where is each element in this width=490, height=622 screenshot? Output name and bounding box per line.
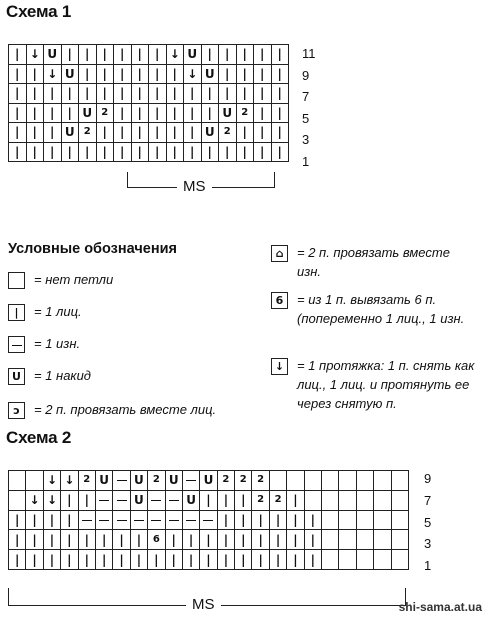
knit-cell: |	[114, 84, 132, 104]
knit-cell: |	[114, 142, 132, 162]
knit-cell: |	[79, 64, 97, 84]
empty-cell	[304, 490, 321, 510]
skpo-cell: ↓	[184, 64, 202, 84]
legend-inc6: = из 1 п. вывязать 6 п. (попеременно 1 лиц., 1 изн.	[297, 292, 465, 326]
dec2-cell: 2	[217, 471, 234, 491]
scheme2-chart-grid	[8, 470, 409, 570]
knit-cell: |	[252, 530, 269, 550]
knit-cell: |	[131, 45, 149, 65]
knit-cell: |	[304, 510, 321, 530]
skpo-cell: ↓	[43, 490, 60, 510]
dec2-cell: 2	[79, 123, 97, 143]
knit-cell: |	[217, 550, 234, 570]
knit-cell: |	[95, 550, 112, 570]
watermark: shi-sama.at.ua	[398, 600, 482, 614]
empty-cell	[322, 510, 339, 530]
purl-cell	[148, 510, 165, 530]
knit-cell: |	[26, 103, 44, 123]
knit-cell: |	[9, 103, 27, 123]
knit-cell: |	[61, 45, 79, 65]
knit-cell: |	[200, 550, 217, 570]
purl-cell	[95, 510, 112, 530]
knit-cell: |	[287, 530, 304, 550]
knit-cell: |	[130, 530, 147, 550]
knit-cell: |	[131, 142, 149, 162]
knit-cell: |	[149, 142, 167, 162]
knit-cell: |	[236, 45, 254, 65]
knit-cell: |	[271, 64, 289, 84]
knit-cell: |	[219, 64, 237, 84]
knit-cell: |	[217, 490, 234, 510]
knit-cell: |	[9, 123, 27, 143]
knit-cell: |	[217, 530, 234, 550]
knit-cell: |	[271, 123, 289, 143]
legend-purl: = 1 изн.	[34, 336, 81, 351]
scheme2-ms-label: MS	[186, 596, 221, 613]
knit-cell: |	[165, 550, 182, 570]
purl-cell	[113, 510, 130, 530]
knit-cell: |	[79, 84, 97, 104]
knit-cell: |	[254, 45, 272, 65]
knit-cell: |	[131, 64, 149, 84]
purl-cell	[78, 510, 95, 530]
knit-cell: |	[304, 550, 321, 570]
knit-cell: |	[219, 142, 237, 162]
knit-cell: |	[61, 510, 78, 530]
skpo-cell: ↓	[26, 45, 44, 65]
knit-cell: |	[44, 84, 62, 104]
empty-cell	[9, 490, 26, 510]
chart-row	[9, 64, 289, 84]
knit-cell: |	[252, 550, 269, 570]
knit-cell: |	[200, 530, 217, 550]
knit-cell: |	[96, 45, 114, 65]
yarn-over-cell: U	[201, 123, 219, 143]
legend-no-stitch: = нет петли	[34, 272, 114, 287]
knit-cell: |	[95, 530, 112, 550]
knit-cell: |	[43, 510, 60, 530]
empty-cell	[356, 530, 373, 550]
yarn-over-cell: U	[61, 123, 79, 143]
knit-cell: |	[78, 490, 95, 510]
purl-cell	[113, 490, 130, 510]
chart-row	[9, 471, 409, 491]
dec2-cell: 2	[78, 471, 95, 491]
purl-cell	[182, 510, 199, 530]
skpo-cell: ↓	[166, 45, 184, 65]
knit-cell: |	[131, 123, 149, 143]
empty-cell	[374, 510, 391, 530]
knit-cell: |	[166, 142, 184, 162]
legend-yarn-over: = 1 накид	[34, 368, 91, 383]
knit-cell: |	[61, 490, 78, 510]
empty-cell	[391, 530, 408, 550]
yarn-over-cell: U	[79, 103, 97, 123]
knit-cell: |	[236, 64, 254, 84]
chart-row	[9, 550, 409, 570]
knit-cell: |	[78, 550, 95, 570]
dec2-cell: 2	[252, 490, 269, 510]
empty-cell	[391, 490, 408, 510]
knit-cell: |	[217, 510, 234, 530]
purl-cell	[95, 490, 112, 510]
knit-cell: |	[79, 45, 97, 65]
knit-cell: |	[252, 510, 269, 530]
knit-cell: |	[219, 45, 237, 65]
knit-cell: |	[271, 103, 289, 123]
knit-cell: |	[44, 103, 62, 123]
knit-cell: |	[61, 103, 79, 123]
knit-cell: |	[287, 490, 304, 510]
empty-cell	[356, 471, 373, 491]
knit-cell: |	[184, 123, 202, 143]
empty-cell	[339, 530, 356, 550]
knit-cell: |	[287, 550, 304, 570]
knit-cell: |	[201, 84, 219, 104]
empty-cell	[356, 550, 373, 570]
skpo-cell: ↓	[44, 64, 62, 84]
yarn-over-cell: U	[200, 471, 217, 491]
yarn-over-cell: U	[201, 64, 219, 84]
yarn-over-icon: U	[8, 368, 25, 385]
knit-cell: |	[43, 550, 60, 570]
p2tog-icon: ⌂	[271, 245, 288, 262]
knit-cell: |	[165, 530, 182, 550]
knit-cell: |	[79, 142, 97, 162]
knit-cell: |	[254, 84, 272, 104]
knit-cell: |	[304, 530, 321, 550]
scheme1-chart-grid	[8, 44, 289, 162]
scheme2-title: Схема 2	[6, 428, 72, 447]
knit-cell: |	[149, 64, 167, 84]
yarn-over-cell: U	[184, 45, 202, 65]
purl-cell	[148, 490, 165, 510]
knit-cell: |	[26, 142, 44, 162]
scheme1-ms-marker	[127, 172, 275, 194]
knit-cell: |	[61, 142, 79, 162]
knit-cell: |	[235, 510, 252, 530]
chart-row	[9, 530, 409, 550]
yarn-over-cell: U	[95, 471, 112, 491]
dec2-cell: 2	[252, 471, 269, 491]
empty-cell	[391, 471, 408, 491]
knit-cell: |	[166, 123, 184, 143]
chart-row	[9, 490, 409, 510]
k2tog-icon: ↄ	[8, 402, 25, 419]
empty-cell	[391, 510, 408, 530]
empty-cell	[356, 510, 373, 530]
yarn-over-cell: U	[219, 103, 237, 123]
row-number: 1	[424, 558, 432, 574]
dec2-cell: 2	[148, 471, 165, 491]
knit-cell: |	[235, 530, 252, 550]
inc6-icon: 6	[271, 292, 288, 309]
knit-cell: |	[271, 84, 289, 104]
knit-cell: |	[9, 64, 27, 84]
knit-cell: |	[26, 510, 43, 530]
chart-row	[9, 45, 289, 65]
empty-cell	[374, 550, 391, 570]
empty-cell	[374, 490, 391, 510]
skpo-cell: ↓	[43, 471, 60, 491]
knit-cell: |	[96, 64, 114, 84]
legend-k2tog: = 2 п. провязать вместе лиц.	[34, 402, 217, 417]
empty-cell	[374, 471, 391, 491]
knit-cell: |	[236, 123, 254, 143]
knit-cell: |	[184, 103, 202, 123]
skpo-cell: ↓	[26, 490, 43, 510]
scheme1-ms-label: MS	[177, 178, 212, 195]
empty-cell	[322, 550, 339, 570]
skpo-icon: ↓	[271, 358, 288, 375]
knit-cell: |	[114, 103, 132, 123]
knit-cell: |	[26, 550, 43, 570]
knit-cell: |	[269, 550, 286, 570]
knit-cell: |	[149, 84, 167, 104]
knit-cell: |	[254, 123, 272, 143]
chart-row	[9, 84, 289, 104]
yarn-over-cell: U	[182, 490, 199, 510]
knit-cell: |	[61, 530, 78, 550]
knit-cell: |	[201, 142, 219, 162]
knit-cell: |	[131, 84, 149, 104]
dec2-cell: 2	[96, 103, 114, 123]
chart-row	[9, 123, 289, 143]
knit-cell: |	[78, 530, 95, 550]
knit-cell: |	[254, 142, 272, 162]
knit-cell: |	[149, 103, 167, 123]
knit-cell: |	[148, 550, 165, 570]
row-number: 11	[302, 46, 316, 61]
knit-cell: |	[9, 510, 26, 530]
dec2-cell: 2	[269, 490, 286, 510]
knit-cell: |	[113, 550, 130, 570]
knit-cell: |	[26, 64, 44, 84]
knit-icon: |	[8, 304, 25, 321]
row-number: 1	[302, 153, 310, 169]
dec2-cell: 2	[235, 471, 252, 491]
knit-cell: |	[236, 84, 254, 104]
yarn-over-cell: U	[130, 490, 147, 510]
knit-cell: |	[182, 550, 199, 570]
empty-cell	[374, 530, 391, 550]
knit-cell: |	[182, 530, 199, 550]
knit-cell: |	[96, 123, 114, 143]
scheme1-title: Схема 1	[6, 2, 72, 21]
skpo-cell: ↓	[61, 471, 78, 491]
knit-cell: |	[96, 84, 114, 104]
knit-cell: |	[254, 64, 272, 84]
purl-cell	[165, 510, 182, 530]
empty-cell	[339, 471, 356, 491]
knit-cell: |	[219, 84, 237, 104]
empty-cell	[322, 471, 339, 491]
knit-cell: |	[201, 45, 219, 65]
empty-cell	[339, 490, 356, 510]
knit-cell: |	[9, 530, 26, 550]
knit-cell: |	[114, 64, 132, 84]
knit-cell: |	[61, 550, 78, 570]
knit-cell: |	[201, 103, 219, 123]
knit-cell: |	[26, 84, 44, 104]
purl-cell	[165, 490, 182, 510]
empty-cell	[339, 550, 356, 570]
knit-cell: |	[254, 103, 272, 123]
legend-title: Условные обозначения	[8, 241, 177, 257]
empty-cell	[339, 510, 356, 530]
knit-cell: |	[269, 510, 286, 530]
purl-cell	[200, 510, 217, 530]
chart-row	[9, 142, 289, 162]
knit-cell: |	[184, 84, 202, 104]
knit-cell: |	[9, 550, 26, 570]
knit-cell: |	[236, 142, 254, 162]
knit-cell: |	[235, 550, 252, 570]
purl-cell	[130, 510, 147, 530]
row-number: 5	[424, 514, 432, 530]
row-number: 7	[424, 492, 432, 508]
empty-cell	[9, 471, 26, 491]
purl-cell	[113, 471, 130, 491]
knit-cell: |	[149, 45, 167, 65]
knit-cell: |	[200, 490, 217, 510]
knit-cell: |	[271, 45, 289, 65]
row-number: 3	[424, 536, 432, 552]
knit-cell: |	[235, 490, 252, 510]
inc6-cell: 6	[148, 530, 165, 550]
knit-cell: |	[131, 103, 149, 123]
knit-cell: |	[61, 84, 79, 104]
empty-cell	[287, 471, 304, 491]
empty-cell	[304, 471, 321, 491]
row-number: 9	[424, 471, 432, 486]
legend-p2tog: = 2 п. провязать вместе изн.	[297, 245, 450, 279]
knit-cell: |	[184, 142, 202, 162]
knit-cell: |	[96, 142, 114, 162]
empty-cell	[391, 550, 408, 570]
empty-cell	[269, 471, 286, 491]
row-number: 7	[302, 89, 310, 104]
empty-cell	[356, 490, 373, 510]
knit-cell: |	[149, 123, 167, 143]
row-number: 3	[302, 132, 310, 147]
empty-cell	[322, 490, 339, 510]
knit-cell: |	[43, 530, 60, 550]
empty-cell	[322, 530, 339, 550]
yarn-over-cell: U	[44, 45, 62, 65]
chart-row	[9, 510, 409, 530]
knit-cell: |	[9, 142, 27, 162]
legend-knit: = 1 лиц.	[34, 304, 82, 319]
knit-cell: |	[114, 123, 132, 143]
knit-cell: |	[166, 103, 184, 123]
knit-cell: |	[271, 142, 289, 162]
row-number: 9	[302, 67, 310, 83]
knit-cell: |	[113, 530, 130, 550]
knit-cell: |	[9, 84, 27, 104]
knit-cell: |	[166, 84, 184, 104]
knit-cell: |	[130, 550, 147, 570]
chart-row	[9, 103, 289, 123]
legend-skpo: = 1 протяжка: 1 п. снять как лиц., 1 лиц. и протянуть ее через снятую п.	[297, 358, 475, 411]
no-stitch-icon	[8, 272, 25, 289]
empty-cell	[26, 471, 43, 491]
knit-cell: |	[287, 510, 304, 530]
yarn-over-cell: U	[61, 64, 79, 84]
dec2-cell: 2	[219, 123, 237, 143]
row-number: 5	[302, 110, 310, 126]
purl-icon	[8, 336, 25, 353]
knit-cell: |	[44, 142, 62, 162]
knit-cell: |	[26, 530, 43, 550]
yarn-over-cell: U	[130, 471, 147, 491]
yarn-over-cell: U	[165, 471, 182, 491]
scheme2-ms-marker	[8, 588, 406, 614]
knit-cell: |	[114, 45, 132, 65]
knit-cell: |	[26, 123, 44, 143]
knit-cell: |	[9, 45, 27, 65]
purl-cell	[182, 471, 199, 491]
dec2-cell: 2	[236, 103, 254, 123]
knit-cell: |	[166, 64, 184, 84]
knit-cell: |	[44, 123, 62, 143]
knit-cell: |	[269, 530, 286, 550]
